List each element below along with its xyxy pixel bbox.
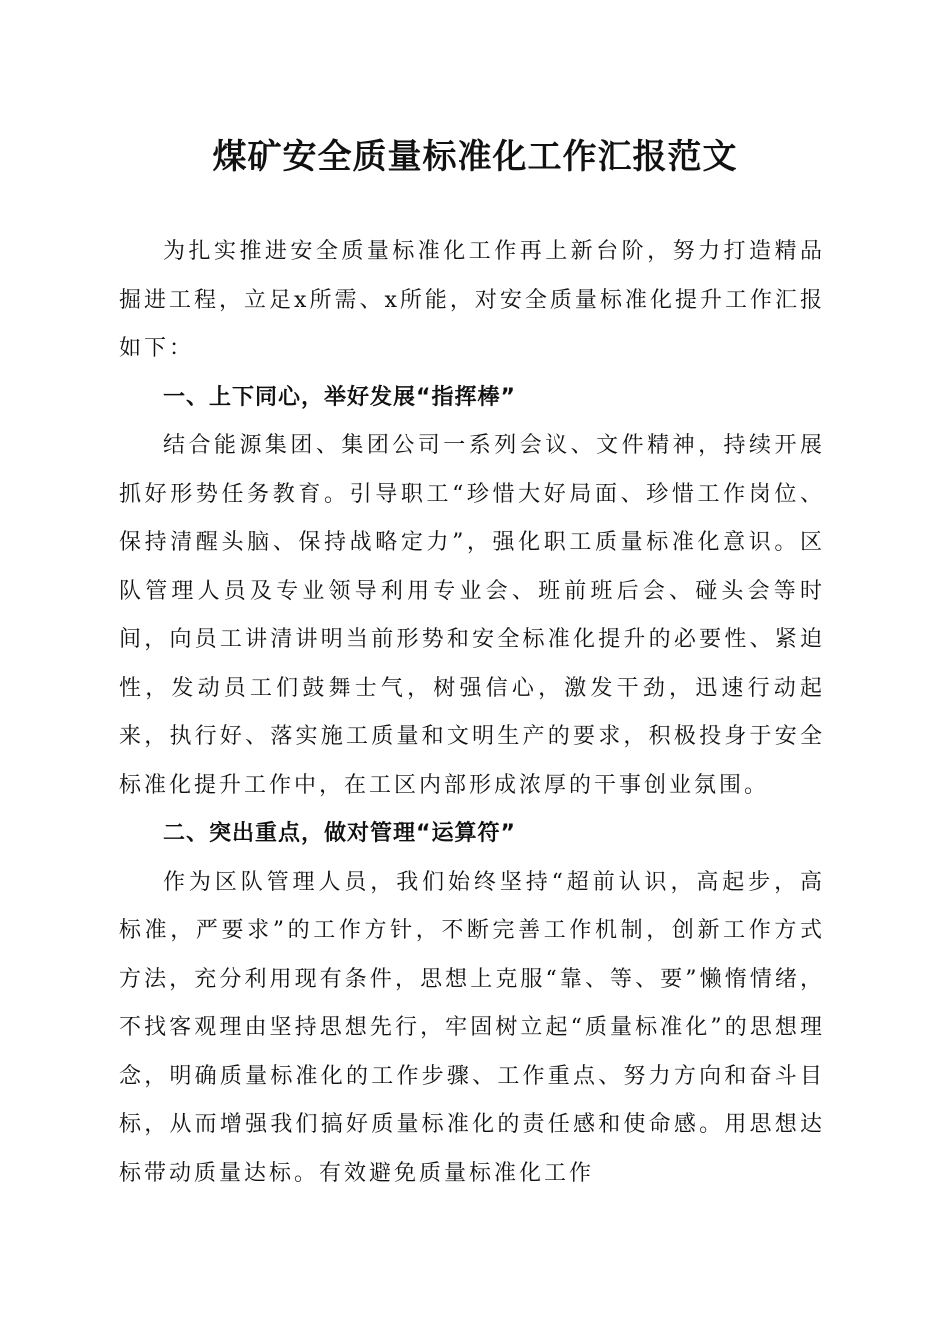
section-heading-2: 二、突出重点，做对管理“运算符” [163, 821, 516, 846]
intro-paragraph: 为扎实推进安全质量标准化工作再上新台阶，努力打造精品掘进工程，立足x所需、x所能，对安全质量标准化提升工作汇报如下： [119, 239, 825, 361]
document-body [119, 228, 825, 1198]
document-title: 煤矿安全质量标准化工作汇报范文 [212, 137, 738, 177]
section-paragraph-1: 结合能源集团、集团公司一系列会议、文件精神，持续开展抓好形势任务教育。引导职工“珍惜大好局面、珍惜工作岗位、保持清醒头脑、保持战略定力”，强化职工质量标准化意识。区队管理人员及专业领导利用专业会、班前班后会、碰头会等时间，向员工讲清讲明当前形势和安全标准化提升的必要性、紧迫性，发动员工们鼓舞士气，树强信心，激发干劲，迅速行动起来，执行好、落实施工质量和文明生产的要求，积极投身于安全标准化提升工作中，在工区内部形成浓厚的干事创业氛围。 [119, 433, 825, 798]
section-paragraph-2: 作为区队管理人员，我们始终坚持“超前认识，高起步，高标准，严要求”的工作方针，不断完善工作机制，创新工作方式方法，充分利用现有条件，思想上克服“靠、等、要”懒惰情绪，不找客观理由坚持思想先行，牢固树立起“质量标准化”的思想理念，明确质量标准化的工作步骤、工作重点、努力方向和奋斗目标，从而增强我们搞好质量标准化的责任感和使命感。用思想达标带动质量达标。有效避免质量标准化工作 [119, 869, 825, 1186]
section-heading-1: 一、上下同心，举好发展“指挥棒” [163, 384, 516, 410]
